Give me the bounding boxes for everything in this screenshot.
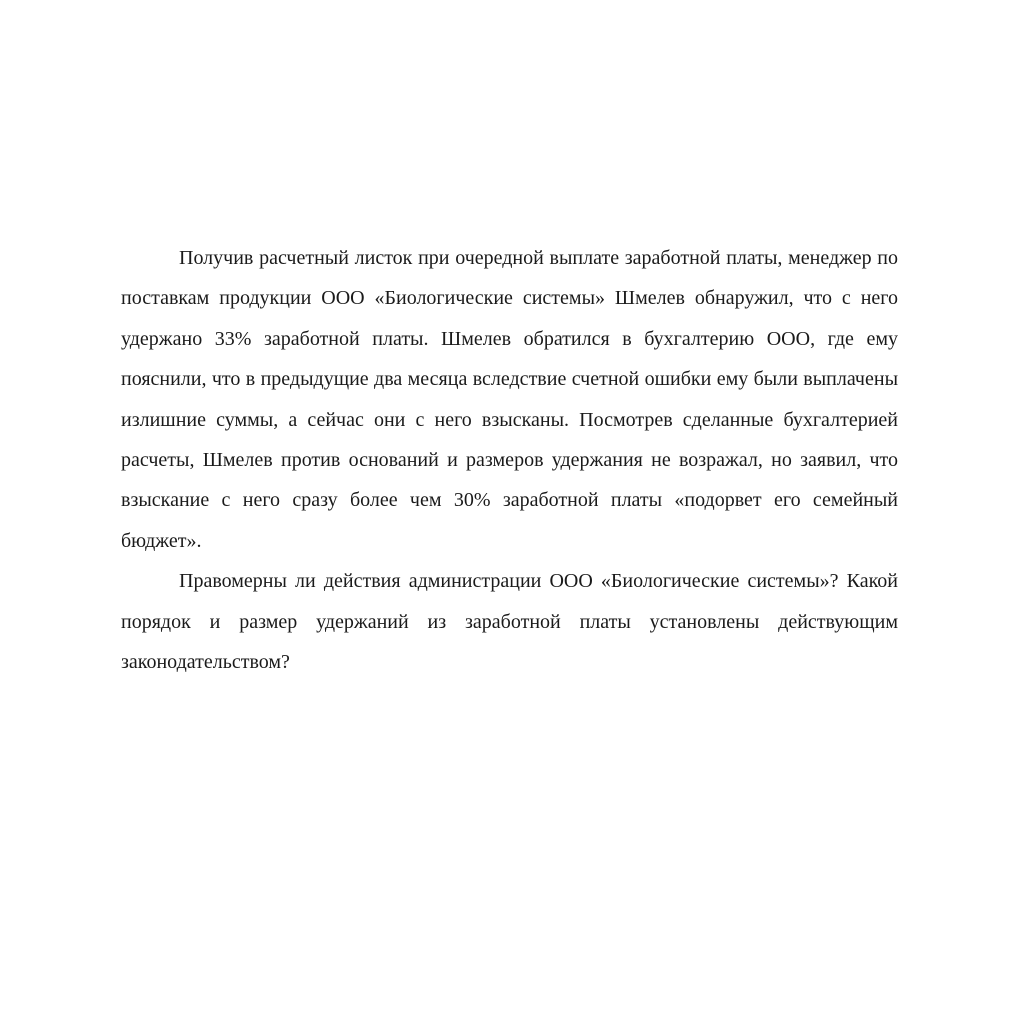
document-body bbox=[121, 238, 898, 682]
case-description-paragraph: Получив расчетный листок при очередной выплате заработной платы, менеджер по поставкам продукции ООО «Биологические системы» Шмелев обнаружил, что с него удержано 33% заработной платы. Шмелев обратился в бухгалтерию ООО, где ему пояснили, что в предыдущие два месяца вследствие счетной ошибки ему были выплачены излишние суммы, а сейчас они с него взысканы. Посмотрев сделанные бухгалтерией расчеты, Шмелев против оснований и размеров удержания не возражал, но заявил, что взыскание с него сразу более чем 30% заработной платы «подорвет его семейный бюджет». bbox=[121, 247, 898, 552]
case-question-paragraph: Правомерны ли действия администрации ООО «Биологические системы»? Какой порядок и размер удержаний из заработной платы установлены действующим законодательством? bbox=[121, 570, 898, 674]
